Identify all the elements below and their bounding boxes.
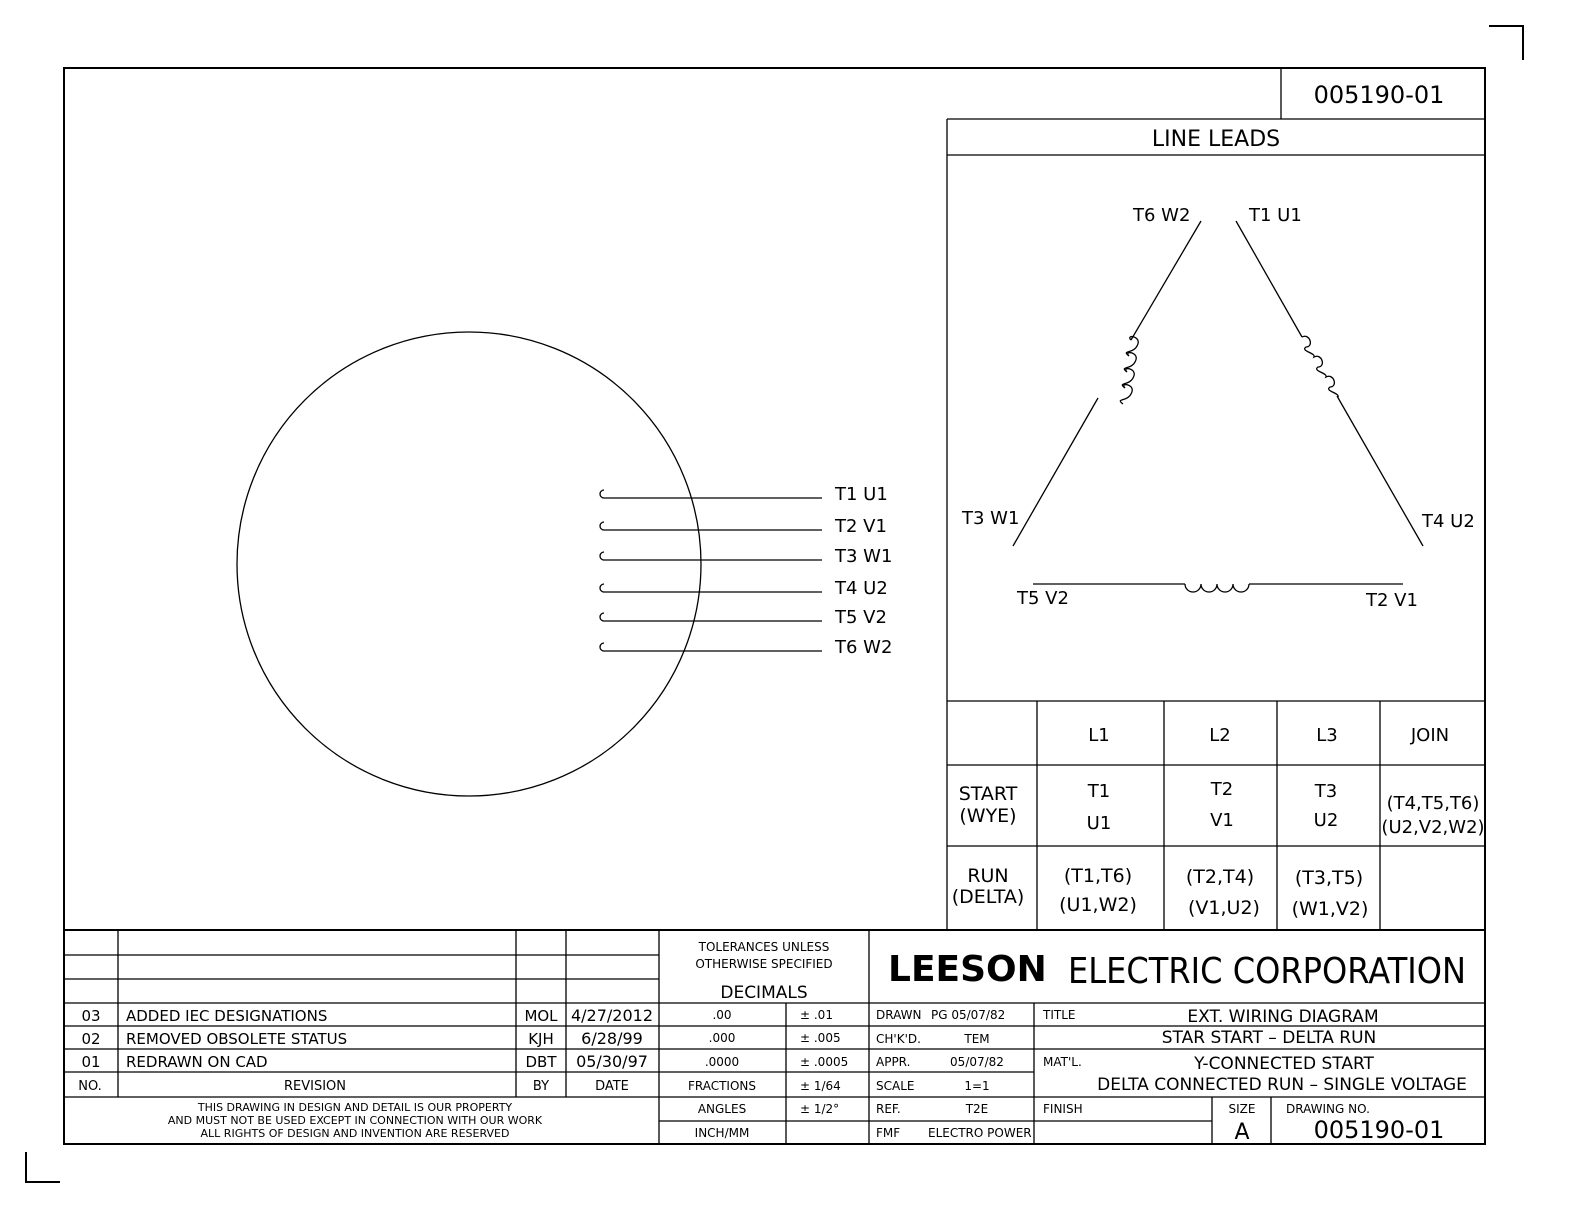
lead-label-t5-v2: T5 V2 <box>1017 588 1069 609</box>
coil-left <box>1120 337 1138 404</box>
approval-label: REF. <box>876 1102 901 1116</box>
revision-by: MOL <box>524 1007 558 1025</box>
start-l3-t: T3 <box>1314 781 1338 802</box>
connection-table <box>947 701 1485 930</box>
approval-value: 05/07/82 <box>950 1055 1004 1069</box>
motor-lead-hook <box>600 584 604 592</box>
tolerance-value: ± 1/2° <box>800 1102 840 1116</box>
lead-label-t3-w1: T3 W1 <box>962 508 1020 529</box>
matl-line-1: Y-CONNECTED START <box>1194 1054 1374 1074</box>
coil-right <box>1302 336 1338 397</box>
approval-value: TEM <box>964 1032 990 1046</box>
tolerance-value: ± .01 <box>800 1008 833 1022</box>
title-line-2: STAR START – DELTA RUN <box>1161 1028 1377 1048</box>
tolerance-label: ANGLES <box>697 1102 747 1116</box>
finish-label: FINISH <box>1043 1102 1083 1116</box>
revision-text: ADDED IEC DESIGNATIONS <box>126 1007 328 1025</box>
drawing-number-top: 005190-01 <box>1313 81 1445 109</box>
approval-label: SCALE <box>876 1079 915 1093</box>
approval-value: 1=1 <box>964 1079 990 1093</box>
lead-label-t1-u1: T1 U1 <box>1249 205 1302 226</box>
start-label: START <box>958 783 1018 805</box>
run-l2-t: (T2,T4) <box>1185 866 1255 888</box>
revision-no: 03 <box>81 1007 101 1025</box>
header-l2: L2 <box>1209 725 1231 746</box>
tolerance-value: ± 1/64 <box>800 1079 841 1093</box>
tolerance-label: .000 <box>708 1031 736 1045</box>
company-brand-logo: LEESON <box>888 949 1047 990</box>
tolerance-decimals: DECIMALS <box>720 983 808 1003</box>
motor-lead-hook <box>600 613 604 621</box>
run-l1-u: (U1,W2) <box>1059 894 1137 916</box>
revision-date: 6/28/99 <box>581 1029 643 1048</box>
start-l2-v: V1 <box>1210 810 1234 831</box>
motor-lead-hook <box>600 552 604 560</box>
lead-label-t6-w2: T6 W2 <box>1133 205 1191 226</box>
header-join: JOIN <box>1410 725 1450 746</box>
tolerance-label: INCH/MM <box>694 1126 750 1140</box>
run-label: RUN <box>967 865 1009 887</box>
property-notice-3: ALL RIGHTS OF DESIGN AND INVENTION ARE RESERVED <box>200 1127 510 1140</box>
size-value: A <box>1234 1120 1250 1145</box>
revision-text: REMOVED OBSOLETE STATUS <box>126 1030 348 1048</box>
property-notice-2: AND MUST NOT BE USED EXCEPT IN CONNECTION WITH OUR WORK <box>167 1114 543 1127</box>
motor-lead-hook <box>600 522 604 530</box>
line-leads-title: LINE LEADS <box>1151 127 1281 152</box>
run-label-delta: (DELTA) <box>951 886 1025 908</box>
start-l1-u: U1 <box>1086 813 1112 834</box>
approval-label: DRAWN <box>876 1008 922 1022</box>
motor-lead-label: T1 U1 <box>835 484 888 505</box>
start-l2-t: T2 <box>1210 779 1234 800</box>
lead-label-t4-u2: T4 U2 <box>1422 511 1475 532</box>
start-join-t: (T4,T5,T6) <box>1386 793 1480 814</box>
crop-mark-bottom-left <box>26 1152 60 1182</box>
run-l2-v: (V1,U2) <box>1188 897 1260 919</box>
tolerance-value: ± .0005 <box>800 1055 849 1069</box>
header-l1: L1 <box>1088 725 1110 746</box>
rev-header-date: DATE <box>595 1079 629 1094</box>
tolerance-value: ± .005 <box>800 1031 841 1045</box>
motor-lead-hook <box>600 490 604 498</box>
run-l3-w: (W1,V2) <box>1291 898 1369 920</box>
tolerance-label: .0000 <box>704 1055 740 1069</box>
drawing-no-label: DRAWING NO. <box>1286 1102 1370 1116</box>
rev-header-revision: REVISION <box>283 1079 347 1094</box>
revision-text: REDRAWN ON CAD <box>126 1053 268 1071</box>
matl-label: MAT'L. <box>1043 1055 1082 1069</box>
run-l1-t: (T1,T6) <box>1063 865 1133 887</box>
start-label-wye: (WYE) <box>959 805 1017 827</box>
rev-header-by: BY <box>532 1079 550 1094</box>
revision-no: 01 <box>81 1053 101 1071</box>
size-label: SIZE <box>1228 1102 1256 1116</box>
motor-lead-label: T5 V2 <box>835 607 887 628</box>
delta-diagram <box>961 205 1475 611</box>
start-l3-u: U2 <box>1313 810 1339 831</box>
tolerance-label: FRACTIONS <box>687 1079 757 1093</box>
revision-no: 02 <box>81 1030 101 1048</box>
tolerance-header-1: TOLERANCES UNLESS <box>698 940 830 954</box>
revision-by: KJH <box>528 1030 554 1048</box>
company-name: ELECTRIC CORPORATION <box>1068 951 1466 992</box>
start-join-u: (U2,V2,W2) <box>1381 817 1485 838</box>
coil-bottom <box>1185 584 1249 592</box>
approval-value: ELECTRO POWER <box>928 1126 1032 1140</box>
title-label: TITLE <box>1043 1008 1076 1022</box>
motor-circle <box>237 332 701 796</box>
revision-by: DBT <box>525 1053 557 1071</box>
crop-mark-top-right <box>1489 26 1523 60</box>
approval-label: FMF <box>876 1126 901 1140</box>
approval-value: T2E <box>965 1102 989 1116</box>
revision-date: 4/27/2012 <box>570 1006 654 1025</box>
title-line-1: EXT. WIRING DIAGRAM <box>1187 1007 1379 1027</box>
motor-diagram <box>237 332 892 796</box>
revision-date: 05/30/97 <box>576 1052 648 1071</box>
property-notice-1: THIS DRAWING IN DESIGN AND DETAIL IS OUR PROPERTY <box>197 1101 513 1114</box>
title-block <box>64 930 1485 1145</box>
motor-lead-label: T6 W2 <box>835 637 893 658</box>
tolerance-label: .00 <box>712 1008 732 1022</box>
motor-lead-hook <box>600 643 604 651</box>
motor-lead-label: T3 W1 <box>835 546 893 567</box>
run-l3-t: (T3,T5) <box>1294 867 1364 889</box>
tolerance-header-2: OTHERWISE SPECIFIED <box>695 957 833 971</box>
approval-value: PG 05/07/82 <box>931 1008 1006 1022</box>
drawing-no-value: 005190-01 <box>1313 1116 1445 1144</box>
approval-label: CH'K'D. <box>876 1032 921 1046</box>
header-l3: L3 <box>1316 725 1338 746</box>
matl-line-2: DELTA CONNECTED RUN – SINGLE VOLTAGE <box>1097 1075 1467 1095</box>
start-l1-t: T1 <box>1087 781 1111 802</box>
lead-label-t2-v1: T2 V1 <box>1366 590 1418 611</box>
approval-label: APPR. <box>876 1055 911 1069</box>
rev-header-no: NO. <box>78 1079 102 1094</box>
motor-lead-label: T2 V1 <box>835 516 887 537</box>
motor-lead-label: T4 U2 <box>835 578 888 599</box>
